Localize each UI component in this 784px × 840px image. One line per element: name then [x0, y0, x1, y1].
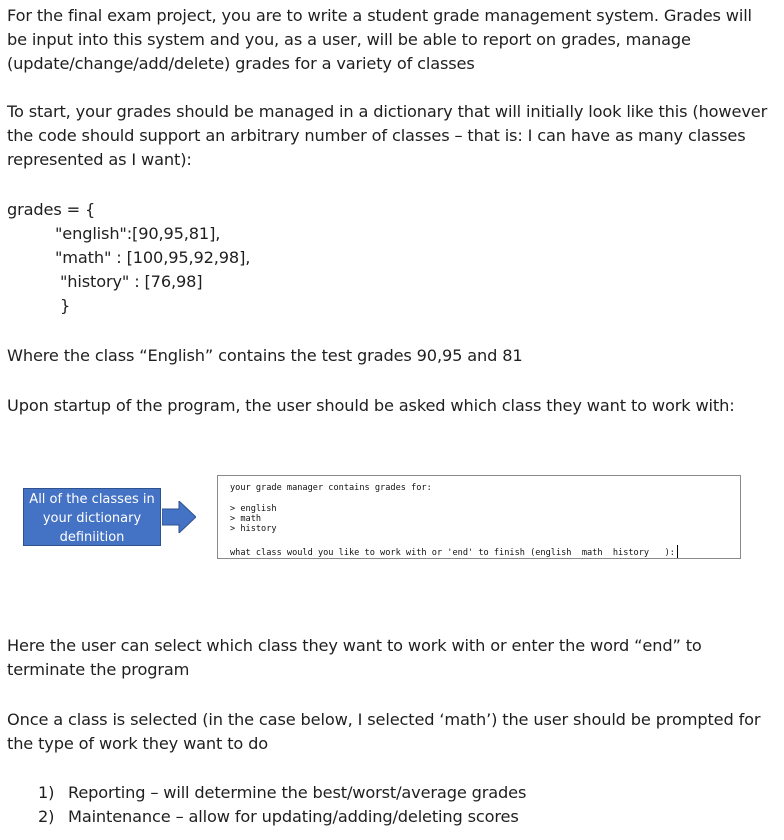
once-line-1: Once a class is selected (in the case below, I selected ‘math’) the user should be prompted for	[7, 710, 761, 729]
upon-text: Upon startup of the program, the user should be asked which class they want to work with:	[7, 396, 735, 415]
intro-line-3: (update/change/add/delete) grades for a variety of classes	[7, 54, 475, 73]
list-item	[38, 805, 519, 829]
list-text: Maintenance – allow for updating/adding/deleting scores	[68, 807, 519, 826]
callout-line-2: your dictionary	[42, 511, 142, 526]
callout-line-3: definiition	[59, 530, 125, 545]
list-number: 2)	[38, 807, 55, 826]
once-line-2: the type of work they want to do	[7, 734, 269, 753]
where-text: Where the class “English” contains the test grades 90,95 and 81	[7, 346, 523, 365]
code-open: grades = {	[7, 200, 96, 219]
text-cursor[interactable]	[677, 545, 679, 558]
terminal-screenshot	[217, 475, 741, 559]
intro-line-1: For the final exam project, you are to write a student grade management system. Grades will	[7, 6, 752, 25]
start-line-2: the code should support an arbitrary number of classes – that is: I can have as many classes	[7, 126, 746, 145]
here-line-1: Here the user can select which class they want to work with or enter the word “end” to	[7, 636, 702, 655]
code-history: "history" : [76,98]	[60, 272, 203, 291]
terminal-prompt: what class would you like to work with or 'end' to finish (english math history ):	[230, 548, 675, 558]
right-arrow-icon	[162, 501, 196, 533]
terminal-header: your grade manager contains grades for:	[230, 483, 432, 493]
terminal-item-math: > math	[230, 514, 262, 524]
start-line-3: represented as I want):	[7, 150, 192, 169]
terminal-prompt-line	[230, 545, 678, 558]
list-text: Reporting – will determine the best/worst/average grades	[68, 783, 527, 802]
callout-box	[23, 488, 161, 546]
list-number: 1)	[38, 783, 55, 802]
terminal-item-history: > history	[230, 524, 277, 534]
callout-line-1: All of the classes in	[29, 492, 155, 507]
code-close: }	[60, 296, 71, 315]
code-english: "english":[90,95,81],	[55, 224, 221, 243]
start-line-1: To start, your grades should be managed in a dictionary that will initially look like this (however	[7, 102, 768, 121]
code-math: "math" : [100,95,92,98],	[55, 248, 251, 267]
terminal-item-english: > english	[230, 504, 277, 514]
here-line-2: terminate the program	[7, 660, 190, 679]
intro-line-2: be input into this system and you, as a user, will be able to report on grades, manage	[7, 30, 691, 49]
list-item	[38, 781, 526, 805]
